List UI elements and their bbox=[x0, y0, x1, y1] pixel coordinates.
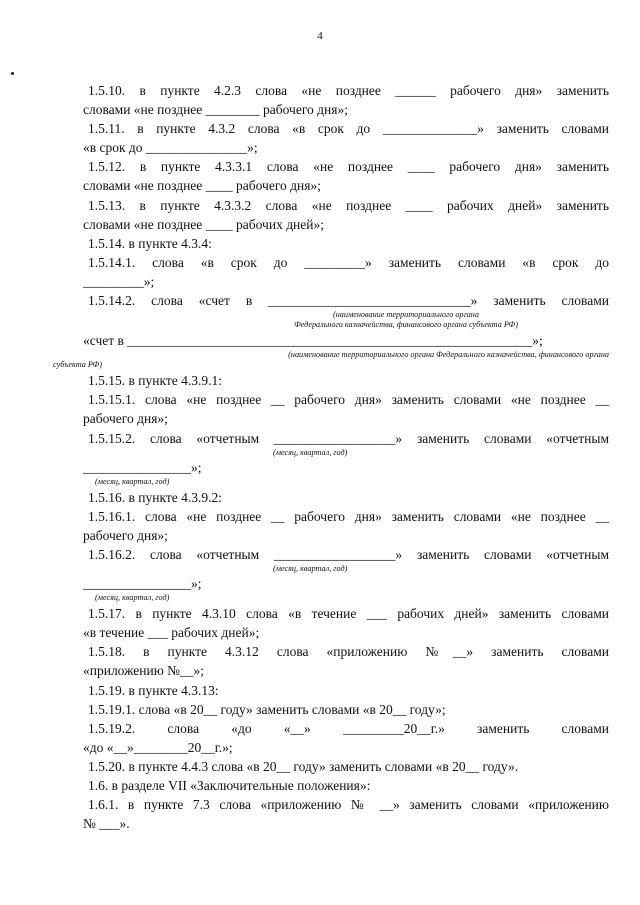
caption: субъекта РФ) bbox=[53, 360, 102, 370]
text-line: 1.5.13. в пункте 4.3.3.2 слова «не позднее ____ рабочих дней» заменить bbox=[88, 197, 609, 213]
text-line: рабочего дня»; bbox=[83, 411, 168, 427]
text-line: 1.5.14.2. слова «счет в ______________________________» заменить словами bbox=[88, 293, 609, 309]
scan-artifact-dot bbox=[11, 72, 14, 75]
text-line: 1.5.19. в пункте 4.3.13: bbox=[88, 682, 219, 698]
text-line: 1.5.12. в пункте 4.3.3.1 слова «не позднее ____ рабочего дня» заменить bbox=[88, 159, 609, 175]
text-line: 1.5.16.1. слова «не позднее __ рабочего дня» заменить словами «не позднее __ bbox=[88, 508, 609, 524]
text-line: 1.5.20. в пункте 4.4.3 слова «в 20__ году» заменить словами «в 20__ году». bbox=[88, 758, 519, 774]
text-line: «счет в ____________________________________________________________»; bbox=[83, 333, 543, 349]
text-line: 1.5.19.2. слова «до «__» _________20__г.» заменить словами bbox=[88, 720, 609, 736]
text-line: словами «не позднее ____ рабочих дней»; bbox=[83, 216, 325, 232]
text-line: словами «не позднее ________ рабочего дня»; bbox=[83, 102, 348, 118]
caption: (месяц, квартал, год) bbox=[273, 564, 348, 574]
document-body bbox=[53, 81, 609, 833]
text-line: ________________»; bbox=[83, 459, 202, 475]
text-line: 1.5.10. в пункте 4.2.3 слова «не позднее ______ рабочего дня» заменить bbox=[88, 83, 609, 98]
text-line: 1.5.14.1. слова «в срок до _________» заменить словами «в срок до bbox=[88, 254, 609, 270]
text-line: ________________»; bbox=[83, 576, 202, 592]
text-line: «приложению №__»; bbox=[83, 663, 205, 679]
text-line: _________»; bbox=[83, 273, 155, 289]
caption: (месяц, квартал, год) bbox=[95, 593, 170, 603]
text-line: «в течение ___ рабочих дней»; bbox=[83, 625, 260, 641]
caption: (месяц, квартал, год) bbox=[273, 447, 348, 457]
text-line: 1.5.15.1. слова «не позднее __ рабочего дня» заменить словами «не позднее __ bbox=[88, 392, 609, 408]
text-line: «в срок до _______________»; bbox=[83, 140, 258, 156]
text-line: «до «__»________20__г.»; bbox=[83, 739, 233, 755]
text-line: 1.6. в разделе VII «Заключительные положения»: bbox=[88, 778, 371, 793]
text-line: словами «не позднее ____ рабочего дня»; bbox=[83, 178, 321, 194]
text-line: 1.5.16. в пункте 4.3.9.2: bbox=[88, 489, 222, 505]
text-line: 1.5.17. в пункте 4.3.10 слова «в течение ___ рабочих дней» заменить словами bbox=[88, 606, 609, 622]
text-line: рабочего дня»; bbox=[83, 527, 168, 543]
text-line: 1.6.1. в пункте 7.3 слова «приложению № __» заменить словами «приложению bbox=[88, 797, 609, 813]
caption: Федерального казначейства, финансового органа субъекта РФ) bbox=[294, 320, 518, 330]
text-line: 1.5.15.2. слова «отчетным __________________» заменить словами «отчетным bbox=[88, 430, 609, 446]
text-line: 1.5.19.1. слова «в 20__ году» заменить словами «в 20__ году»; bbox=[88, 701, 446, 717]
caption: (наименование территориального органа Федерального казначейства, финансового органа bbox=[288, 350, 609, 360]
page-number: 4 bbox=[317, 30, 323, 42]
text-line: 1.5.16.2. слова «отчетным __________________» заменить словами «отчетным bbox=[88, 546, 609, 562]
caption: (месяц, квартал, год) bbox=[95, 476, 170, 486]
text-line: 1.5.15. в пункте 4.3.9.1: bbox=[88, 373, 222, 389]
text-line: 1.5.11. в пункте 4.3.2 слова «в срок до ______________» заменить словами bbox=[88, 121, 609, 137]
caption: (наименование территориального органа bbox=[333, 310, 479, 320]
text-line: 1.5.14. в пункте 4.3.4: bbox=[88, 235, 212, 251]
text-line: № ___». bbox=[83, 816, 130, 832]
text-line: 1.5.18. в пункте 4.3.12 слова «приложению №__» заменить словами bbox=[88, 644, 609, 660]
